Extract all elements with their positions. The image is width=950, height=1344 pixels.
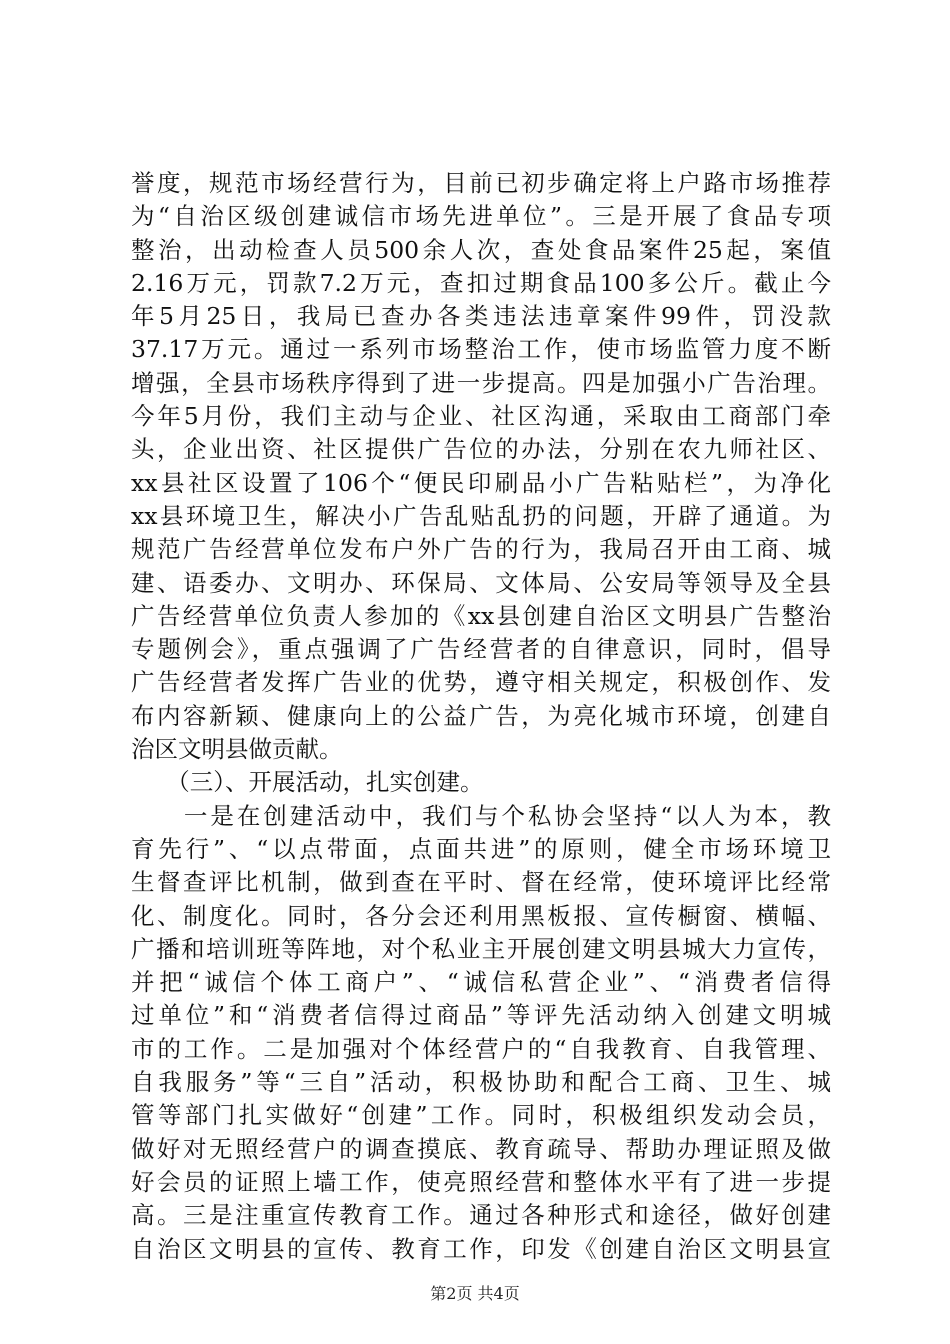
text-line: 生督查评比机制，做到查在平时、督在经常，使环境评比经常 (131, 868, 831, 897)
text-line: 一是在创建活动中，我们与个私协会坚持“以人为本，教 (131, 801, 831, 830)
text-line: 37.17万元。通过一系列市场整治工作，使市场监管力度不断 (131, 335, 831, 364)
text-line: 做好对无照经营户的调查摸底、教育疏导、帮助办理证照及做 (131, 1134, 831, 1163)
text-line: 广告经营者发挥广告业的优势，遵守相关规定，积极创作、发 (131, 668, 831, 697)
page-number-label: 第2页 共4页 (430, 1284, 520, 1303)
text-line: 专题例会》，重点强调了广告经营者的自律意识，同时，倡导 (131, 635, 831, 664)
text-line: 化、制度化。同时，各分会还利用黑板报、宣传橱窗、横幅、 (131, 901, 831, 930)
text-line: 建、语委办、文明办、环保局、文体局、公安局等领导及全县 (131, 568, 831, 597)
text-line: 增强，全县市场秩序得到了进一步提高。四是加强小广告治理。 (131, 368, 831, 397)
text-line: 为“自治区级创建诚信市场先进单位”。三是开展了食品专项 (131, 202, 831, 231)
section-heading: （三）、开展活动，扎实创建。 (131, 768, 484, 797)
document-body (131, 167, 831, 1266)
page-footer (0, 1281, 950, 1304)
paragraph-end-line: 治区文明县做贡献。 (131, 735, 343, 764)
text-line: xx县社区设置了106个“便民印刷品小广告粘贴栏”，为净化 (131, 468, 831, 497)
text-line: 高。三是注重宣传教育工作。通过各种形式和途径，做好创建 (131, 1201, 831, 1230)
text-line: 2.16万元，罚款7.2万元，查扣过期食品100多公斤。截止今 (131, 268, 831, 297)
text-line: xx县环境卫生，解决小广告乱贴乱扔的问题，开辟了通道。为 (131, 501, 831, 530)
text-line: 年5月25日，我局已查办各类违法违章案件99件，罚没款 (131, 302, 831, 331)
text-line: 育先行”、“以点带面，点面共进”的原则，健全市场环境卫 (131, 834, 831, 863)
text-line: 誉度，规范市场经营行为，目前已初步确定将上户路市场推荐 (131, 169, 831, 197)
text-line: 管等部门扎实做好“创建”工作。同时，积极组织发动会员， (131, 1101, 831, 1130)
text-line: 今年5月份，我们主动与企业、社区沟通，采取由工商部门牵 (131, 402, 831, 431)
text-line: 广告经营单位负责人参加的《xx县创建自治区文明县广告整治 (131, 601, 831, 630)
text-line: 整治，出动检查人员500余人次，查处食品案件25起，案值 (131, 235, 831, 264)
text-line: 布内容新颖、健康向上的公益广告，为亮化城市环境，创建自 (131, 701, 831, 730)
text-line: 并把“诚信个体工商户”、“诚信私营企业”、“消费者信得 (131, 968, 831, 997)
text-line: 过单位”和“消费者信得过商品”等评先活动纳入创建文明城 (131, 1001, 831, 1030)
text-line: 自治区文明县的宣传、教育工作，印发《创建自治区文明县宣 (131, 1234, 831, 1263)
text-line: 好会员的证照上墙工作，使亮照经营和整体水平有了进一步提 (131, 1167, 831, 1196)
text-line: 市的工作。二是加强对个体经营户的“自我教育、自我管理、 (131, 1034, 831, 1063)
text-line: 自我服务”等“三自”活动，积极协助和配合工商、卫生、城 (131, 1068, 831, 1097)
text-line: 广播和培训班等阵地，对个私业主开展创建文明县城大力宣传， (131, 934, 831, 963)
text-line: 头，企业出资、社区提供广告位的办法，分别在农九师社区、 (131, 435, 831, 464)
text-line: 规范广告经营单位发布户外广告的行为，我局召开由工商、城 (131, 535, 831, 564)
